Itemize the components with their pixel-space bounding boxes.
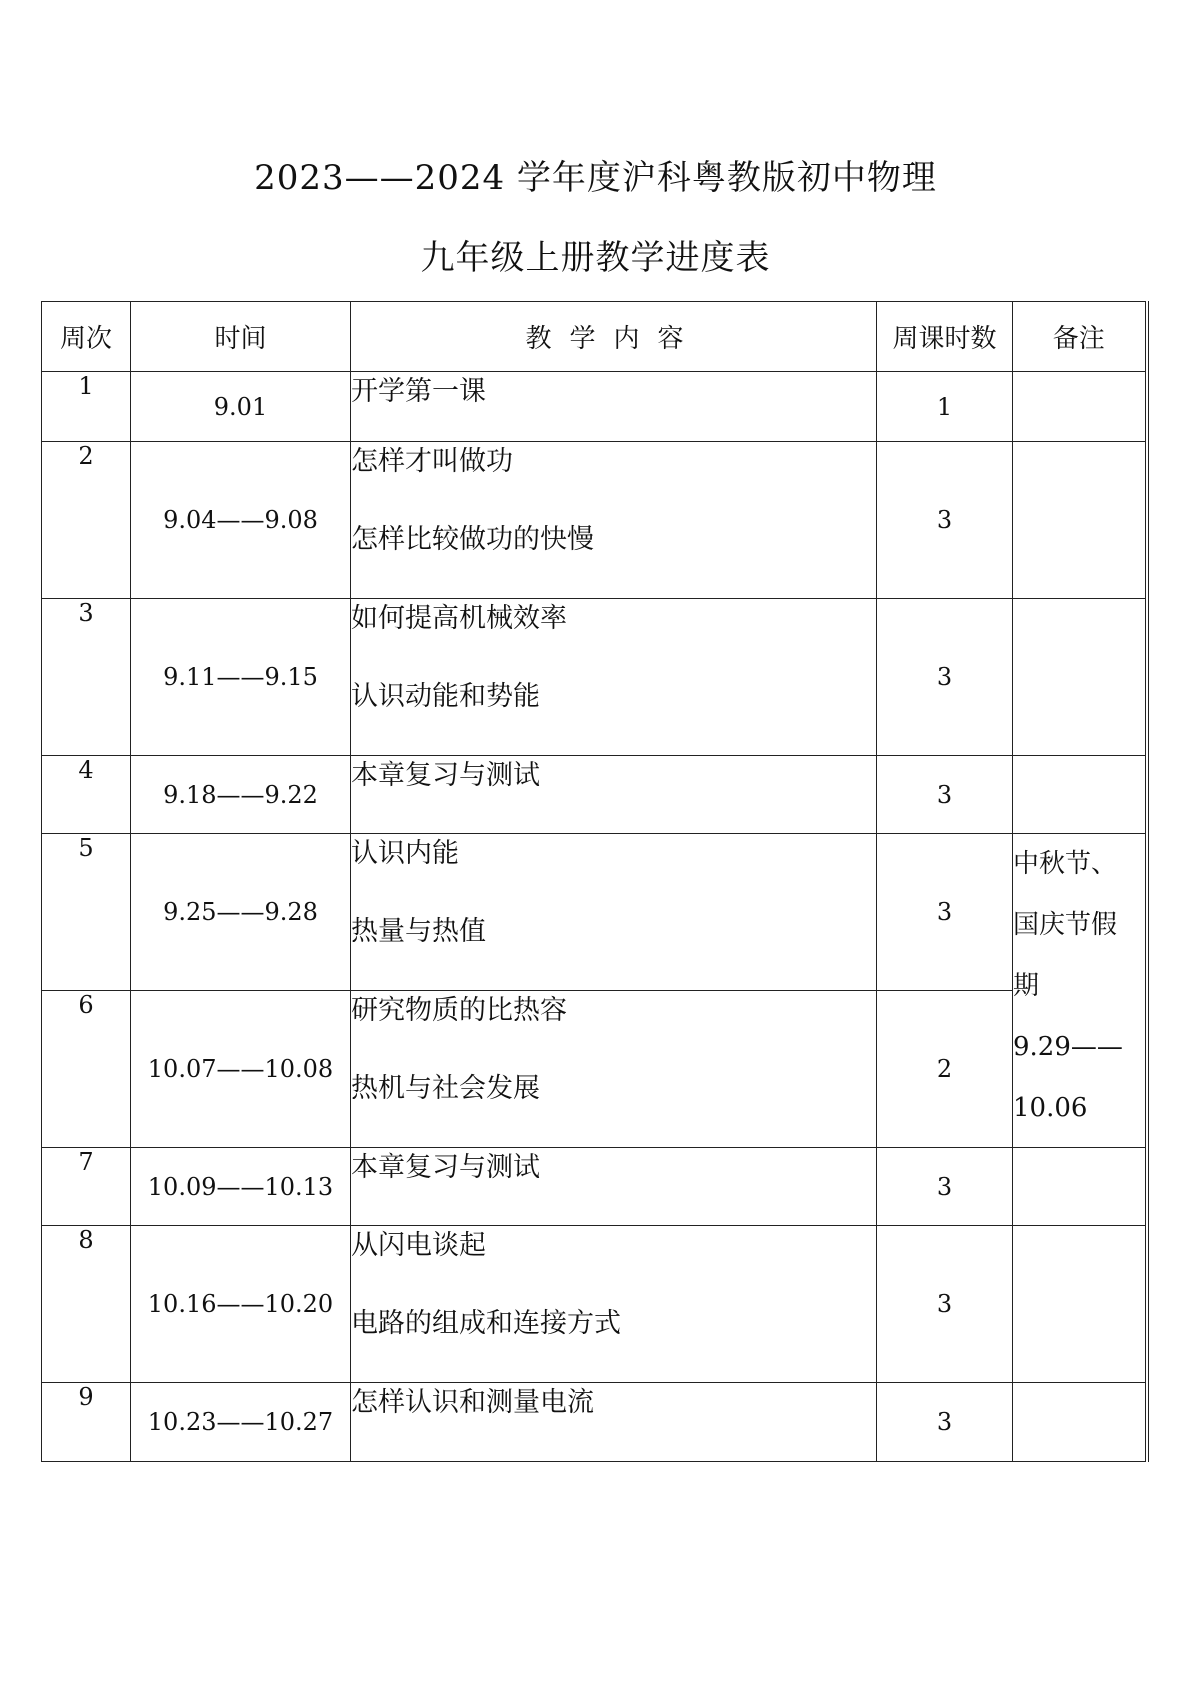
table-row	[42, 1148, 1147, 1226]
table-header-row	[42, 302, 1147, 372]
header-content: 教学内容	[351, 302, 877, 372]
content-cell	[351, 756, 877, 834]
time-cell: 10.09——10.13	[131, 1148, 351, 1226]
holiday-note-line: 国庆节假	[1013, 910, 1118, 940]
holiday-note-line: 10.06	[1013, 1093, 1088, 1123]
schedule-table	[41, 301, 1149, 1462]
time-cell: 9.18——9.22	[131, 756, 351, 834]
holiday-note-cell	[1013, 834, 1147, 1148]
content-item: 开学第一课	[351, 376, 486, 407]
content-cell	[351, 991, 877, 1148]
table-row	[42, 372, 1147, 442]
table-row	[42, 599, 1147, 756]
note-cell	[1013, 442, 1147, 599]
note-cell	[1013, 756, 1147, 834]
content-item: 研究物质的比热容	[351, 995, 567, 1026]
week-cell: 8	[42, 1226, 131, 1383]
holiday-note-line: 期	[1013, 971, 1040, 1001]
document-subtitle: 九年级上册教学进度表	[420, 238, 771, 278]
week-cell: 9	[42, 1383, 131, 1462]
week-cell: 6	[42, 991, 131, 1148]
week-cell: 2	[42, 442, 131, 599]
content-item: 本章复习与测试	[351, 760, 540, 791]
table-row	[42, 991, 1147, 1148]
note-cell	[1013, 1148, 1147, 1226]
content-cell	[351, 599, 877, 756]
week-cell: 4	[42, 756, 131, 834]
content-item: 从闪电谈起	[351, 1230, 486, 1261]
week-cell: 5	[42, 834, 131, 991]
header-time: 时间	[131, 302, 351, 372]
content-item: 热机与社会发展	[351, 1073, 540, 1104]
note-cell	[1013, 1383, 1147, 1462]
content-cell	[351, 1148, 877, 1226]
week-cell: 1	[42, 372, 131, 442]
hours-cell: 3	[877, 1226, 1013, 1383]
hours-cell: 3	[877, 599, 1013, 756]
time-cell: 9.01	[131, 372, 351, 442]
note-cell	[1013, 599, 1147, 756]
content-item: 本章复习与测试	[351, 1152, 540, 1183]
content-cell	[351, 834, 877, 991]
week-cell: 3	[42, 599, 131, 756]
note-cell	[1013, 1226, 1147, 1383]
content-item: 电路的组成和连接方式	[351, 1308, 621, 1339]
time-cell: 9.11——9.15	[131, 599, 351, 756]
content-item: 怎样比较做功的快慢	[351, 524, 594, 555]
hours-cell: 3	[877, 1148, 1013, 1226]
table-row	[42, 442, 1147, 599]
content-item: 怎样才叫做功	[351, 446, 513, 477]
header-hours: 周课时数	[877, 302, 1013, 372]
time-cell: 10.23——10.27	[131, 1383, 351, 1462]
time-cell: 9.25——9.28	[131, 834, 351, 991]
content-item: 怎样认识和测量电流	[351, 1387, 594, 1418]
time-cell: 10.07——10.08	[131, 991, 351, 1148]
header-note: 备注	[1013, 302, 1147, 372]
table-row	[42, 1383, 1147, 1462]
content-item: 热量与热值	[351, 916, 486, 947]
holiday-note-line: 9.29——	[1013, 1032, 1123, 1062]
table-row	[42, 756, 1147, 834]
content-cell	[351, 442, 877, 599]
hours-cell: 3	[877, 756, 1013, 834]
content-item: 如何提高机械效率	[351, 603, 567, 634]
content-item: 认识动能和势能	[351, 681, 540, 712]
hours-cell: 1	[877, 372, 1013, 442]
content-cell	[351, 1226, 877, 1383]
content-item: 认识内能	[351, 838, 459, 869]
holiday-note-line: 中秋节、	[1013, 849, 1118, 879]
hours-cell: 3	[877, 1383, 1013, 1462]
week-cell: 7	[42, 1148, 131, 1226]
table-row	[42, 1226, 1147, 1383]
header-week: 周次	[42, 302, 131, 372]
table-row	[42, 834, 1147, 991]
content-cell	[351, 1383, 877, 1462]
hours-cell: 2	[877, 991, 1013, 1148]
hours-cell: 3	[877, 442, 1013, 599]
document-title: 2023——2024 学年度沪科粤教版初中物理	[254, 158, 937, 198]
content-cell	[351, 372, 877, 442]
time-cell: 9.04——9.08	[131, 442, 351, 599]
time-cell: 10.16——10.20	[131, 1226, 351, 1383]
hours-cell: 3	[877, 834, 1013, 991]
note-cell	[1013, 372, 1147, 442]
